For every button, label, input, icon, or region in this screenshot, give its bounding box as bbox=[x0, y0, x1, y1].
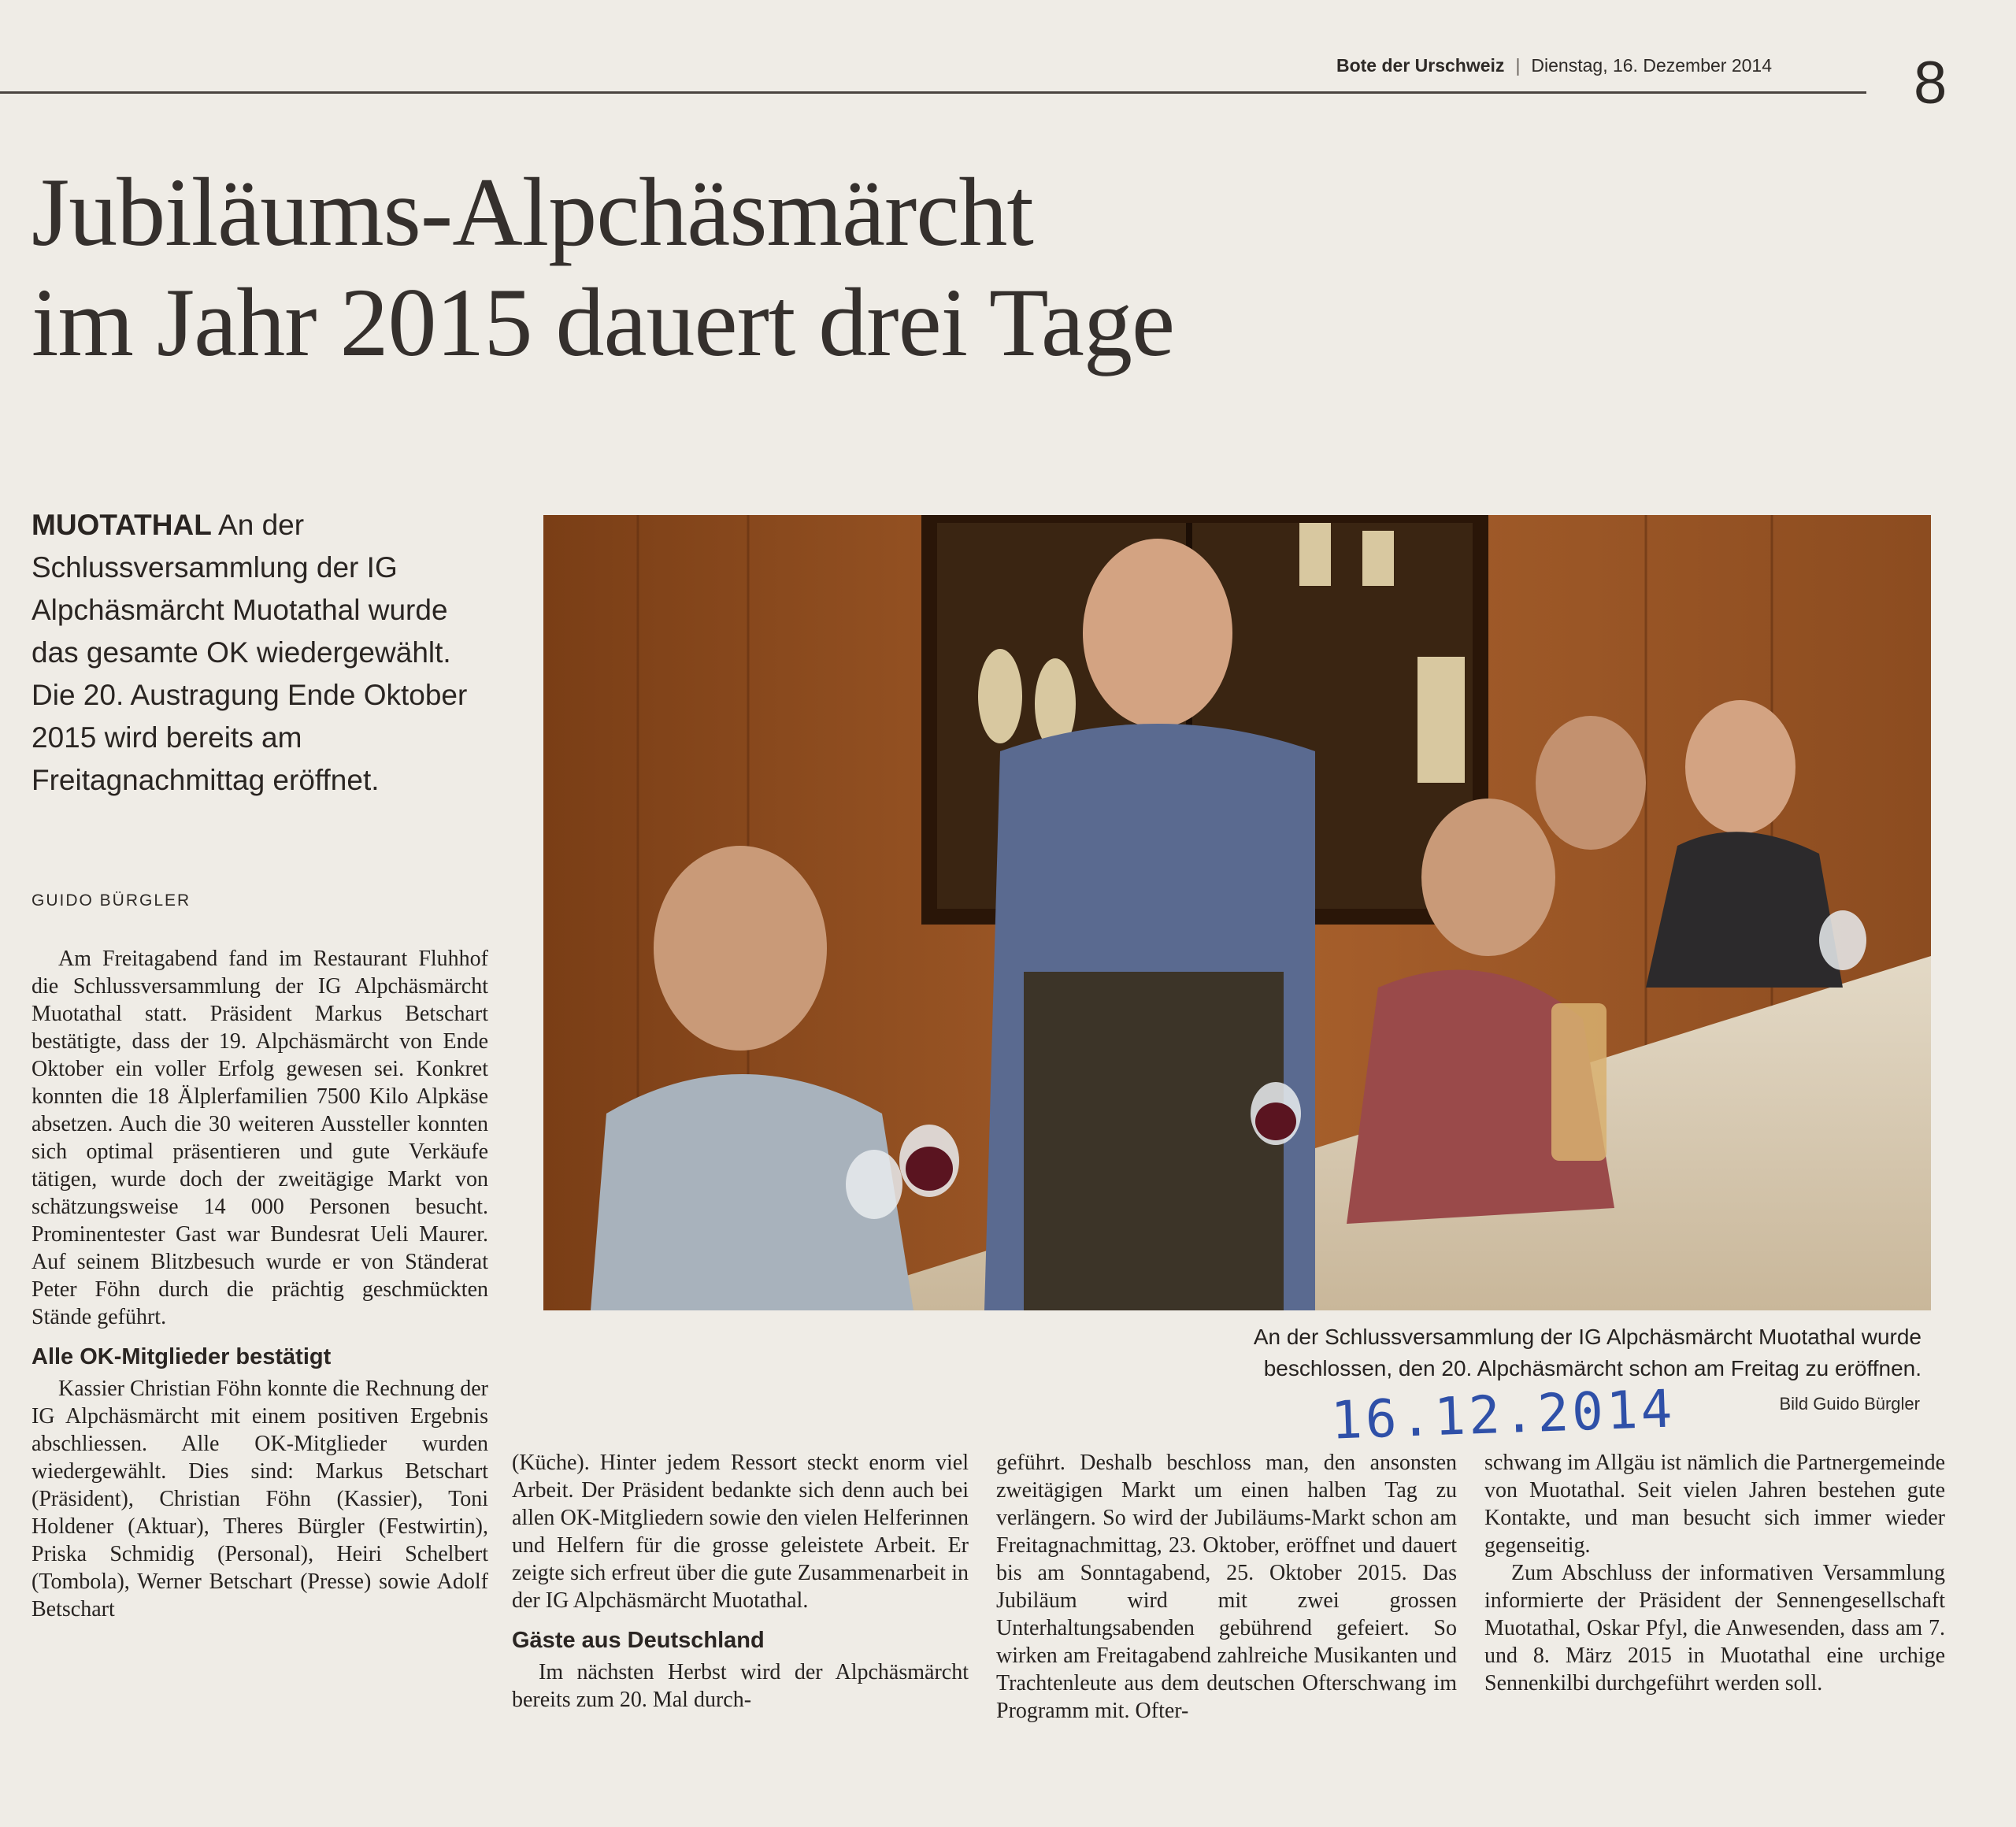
lead-paragraph bbox=[32, 504, 496, 802]
body-paragraph: Zum Abschluss der informativen Versammlung informierte der Präsident der Sennengesellschaft Muotathal, Oskar Pfyl, die Anwesenden, dass am 7. und 8. März 2015 in Muotathal eine urchige Sennenkilbi durchgeführt werden soll. bbox=[1484, 1561, 1945, 1695]
body-paragraph: Im nächsten Herbst wird der Alpchäsmärcht bereits zum 20. Mal durch- bbox=[512, 1660, 969, 1712]
photo-credit: Bild Guido Bürgler bbox=[1779, 1394, 1920, 1414]
subheading: Gäste aus Deutschland bbox=[512, 1628, 765, 1653]
masthead-separator: | bbox=[1515, 55, 1521, 76]
handwritten-date-stamp: 16.12.2014 bbox=[1329, 1378, 1677, 1451]
masthead bbox=[1336, 55, 1772, 76]
photo-caption bbox=[543, 1321, 1922, 1384]
publication-date: Dienstag, 16. Dezember 2014 bbox=[1531, 55, 1772, 76]
meeting-photo-illustration bbox=[543, 515, 1931, 1310]
byline: GUIDO BÜRGLER bbox=[32, 891, 191, 910]
masthead-rule bbox=[0, 91, 1866, 94]
subheading: Alle OK-Mitglieder bestätigt bbox=[32, 1344, 332, 1369]
body-column-1 bbox=[32, 945, 488, 1623]
lead-text: An der Schlussversammlung der IG Alpchäsmärcht Muotathal wurde das gesamte OK wiedergewählt. Die 20. Austragung Ende Oktober 2015 wird bereits am Freitagnachmittag eröffnet. bbox=[32, 509, 468, 796]
caption-line-2: beschlossen, den 20. Alpchäsmärcht schon am Freitag zu eröffnen. bbox=[1263, 1356, 1922, 1380]
body-paragraph: (Küche). Hinter jedem Ressort steckt enorm viel Arbeit. Der Präsident bedankte sich denn auch bei allen OK-Mitgliedern sowie den vielen Helferinnen und Helfern für die grosse geleistete Arbeit. Er zeigte sich erfreut über die gute Zusammenarbeit in der IG Alpchäsmärcht Muotathal. bbox=[512, 1451, 969, 1613]
body-paragraph: Kassier Christian Föhn konnte die Rechnung der IG Alpchäsmärcht mit einem positiven Ergebnis abschliessen. Alle OK-Mitglieder wurden wiedergewählt. Dies sind: Markus Betschart (Präsident), Christian Föhn (Kassier), Toni Holdener (Aktuar), Theres Bürgler (Festwirtin), Priska Schmidig (Personal), Heiri Schelbert (Tombola), Werner Betschart (Presse) sowie Adolf Betschart bbox=[32, 1377, 488, 1621]
publication-name: Bote der Urschweiz bbox=[1336, 55, 1505, 76]
article-photo bbox=[543, 515, 1931, 1310]
headline bbox=[32, 158, 1953, 378]
dateline: MUOTATHAL bbox=[32, 509, 212, 541]
body-column-2 bbox=[512, 1449, 969, 1714]
body-paragraph: geführt. Deshalb beschloss man, den ansonsten zweitägigen Markt um einen halben Tag zu verlängern. So wird der Jubiläums-Markt schon am Freitagnachmittag, 23. Oktober, eröffnet und dauert bis am Sonntagabend, 25. Oktober 2015. Das Jubiläum wird mit zwei grossen Unterhaltungsabenden gebührend gefeiert. So wirken am Freitagabend zahlreiche Musikanten und Trachtenleute aus dem deutschen Ofterschwang im Programm mit. Ofter- bbox=[996, 1451, 1457, 1723]
caption-line-1: An der Schlussversammlung der IG Alpchäsmärcht Muotathal wurde bbox=[1253, 1325, 1922, 1349]
body-paragraph: Am Freitagabend fand im Restaurant Fluhhof die Schlussversammlung der IG Alpchäsmärcht Muotathal statt. Präsident Markus Betschart bestätigte, dass der 19. Alpchäsmärcht von Ende Oktober ein voller Erfolg gewesen sei. Konkret konnten die 18 Älplerfamilien 7500 Kilo Alpkäse absetzen. Auch die 30 weiteren Aussteller konnten sich optimal präsentieren und gute Verkäufe tätigen, wurde doch der zweitägige Markt von schätzungsweise 14 000 Personen besucht. Prominentester Gast war Bundesrat Ueli Maurer. Auf seinem Blitzbesuch wurde er von Ständerat Peter Föhn durch die prächtig geschmückten Stände geführt. bbox=[32, 947, 488, 1329]
headline-line-1: Jubiläums-Alpchäsmärcht bbox=[32, 158, 1033, 266]
headline-line-2: im Jahr 2015 dauert drei Tage bbox=[32, 269, 1175, 376]
body-paragraph: schwang im Allgäu ist nämlich die Partnergemeinde von Muotathal. Seit vielen Jahren bestehen gute Kontakte, und man besucht sich immer wieder gegenseitig. bbox=[1484, 1451, 1945, 1558]
page-number: 8 bbox=[1914, 50, 1947, 117]
body-column-4 bbox=[1484, 1449, 1945, 1697]
body-column-3 bbox=[996, 1449, 1457, 1725]
